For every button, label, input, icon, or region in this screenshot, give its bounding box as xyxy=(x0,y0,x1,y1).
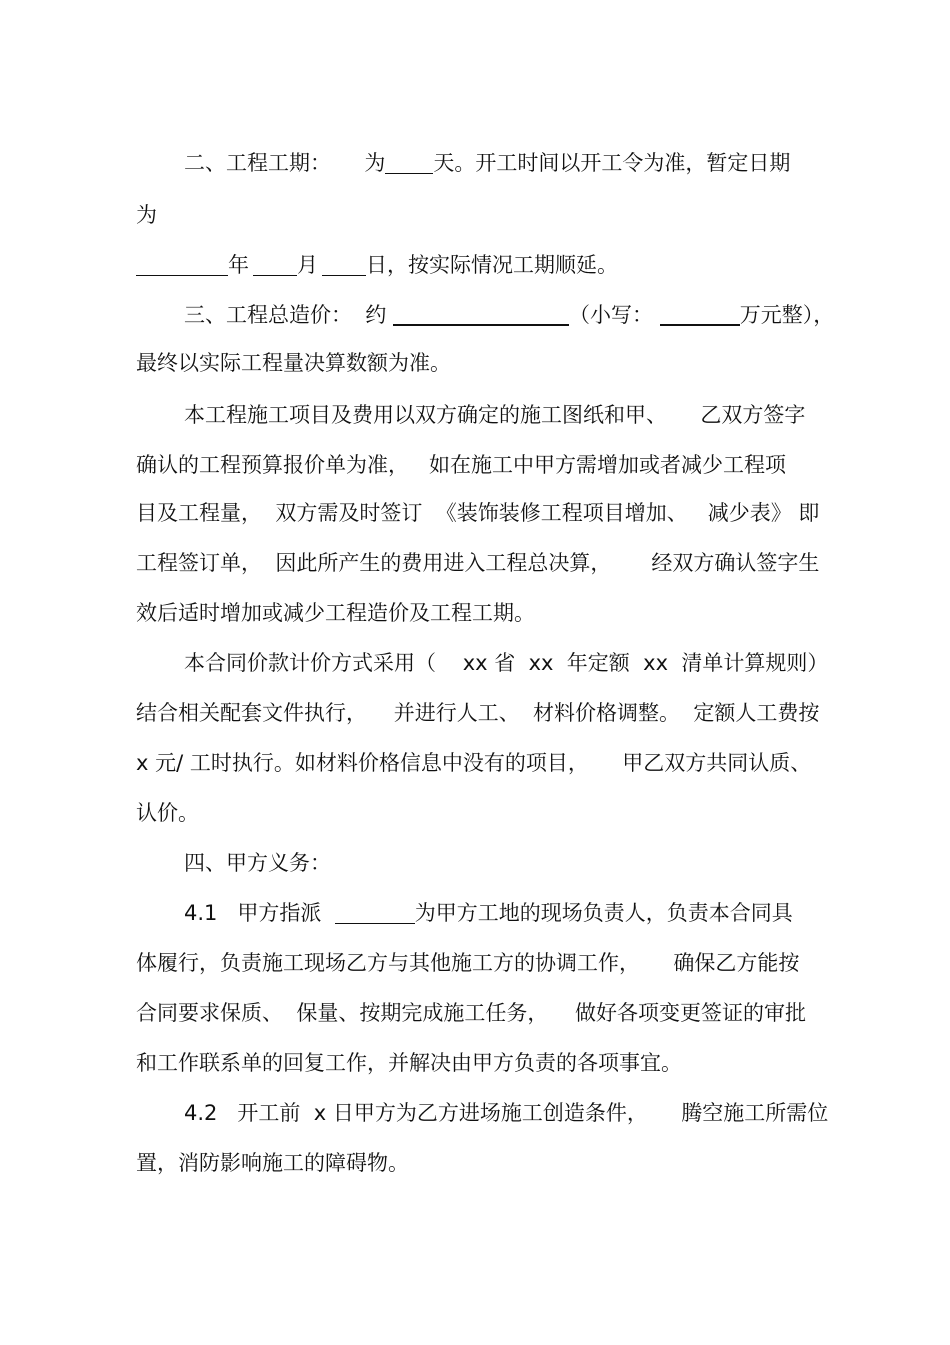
c41-line: 合同要求保质、 保量、按期完成施工任务， 做好各项变更签证的审批 xyxy=(136,1001,807,1025)
s2-label: 二、工程工期： xyxy=(184,151,331,175)
p2-line: 认价。 xyxy=(136,801,199,825)
s2-line-2: 为 xyxy=(136,203,157,227)
s3-line-2: 最终以实际工程量决算数额为准。 xyxy=(136,351,451,375)
p1-line: 确认的工程预算报价单为准， 如在施工中甲方需增加或者减少工程项 xyxy=(136,453,787,477)
c42-line: 4.2 开工前 x 日甲方为乙方进场施工创造条件， 腾空施工所需位 xyxy=(184,1101,829,1125)
s3-text: （小写： xyxy=(569,303,654,327)
p1-line: 本工程施工项目及费用以双方确定的施工图纸和甲、 乙双方签字 xyxy=(184,403,806,427)
p2-line: 结合相关配套文件执行， 并进行人工、 材料价格调整。 定额人工费按 xyxy=(136,701,820,725)
c41-line-1 xyxy=(184,900,793,926)
p1-line: 效后适时增加或减少工程造价及工程工期。 xyxy=(136,601,535,625)
c41-line: 和工作联系单的回复工作，并解决由甲方负责的各项事宜。 xyxy=(136,1051,682,1075)
site-manager-blank xyxy=(335,903,415,924)
s2-text: 月 xyxy=(297,253,318,277)
p2-line: x 元/ 工时执行。如材料价格信息中没有的项目， 甲乙双方共同认质、 xyxy=(136,751,812,775)
day-blank xyxy=(322,255,366,276)
s4-title: 四、甲方义务： xyxy=(184,851,331,875)
s2-text: 年 xyxy=(228,253,249,277)
c41-text: 为甲方工地的现场负责人，负责本合同具 xyxy=(414,901,793,925)
s2-line-3 xyxy=(136,252,618,278)
s3-label: 三、工程总造价： 约 xyxy=(184,303,387,327)
s2-text: 日，按实际情况工期顺延。 xyxy=(366,253,618,277)
c42-line: 置，消防影响施工的障碍物。 xyxy=(136,1151,409,1175)
p1-line: 工程签订单， 因此所产生的费用进入工程总决算， 经双方确认签字生 xyxy=(136,551,820,575)
p1-line: 目及工程量， 双方需及时签订 《装饰装修工程项目增加、 减少表》 即 xyxy=(136,501,820,525)
s3-line-1 xyxy=(184,302,834,328)
s2-text: 为 xyxy=(364,151,386,175)
days-blank xyxy=(385,153,433,174)
c41-text: 4.1 甲方指派 xyxy=(184,901,322,925)
amount-blank xyxy=(660,304,740,326)
year-blank xyxy=(136,255,228,276)
p2-line: 本合同价款计价方式采用（ xx 省 xx 年定额 xx 清单计算规则） xyxy=(184,651,829,675)
month-blank xyxy=(253,255,297,276)
s2-line-1 xyxy=(184,150,790,176)
c41-line: 体履行，负责施工现场乙方与其他施工方的协调工作， 确保乙方能按 xyxy=(136,951,800,975)
s2-text: 天。开工时间以开工令为准，暂定日期 xyxy=(433,151,791,175)
price-blank xyxy=(393,304,569,326)
s3-text: 万元整）， xyxy=(739,303,835,327)
